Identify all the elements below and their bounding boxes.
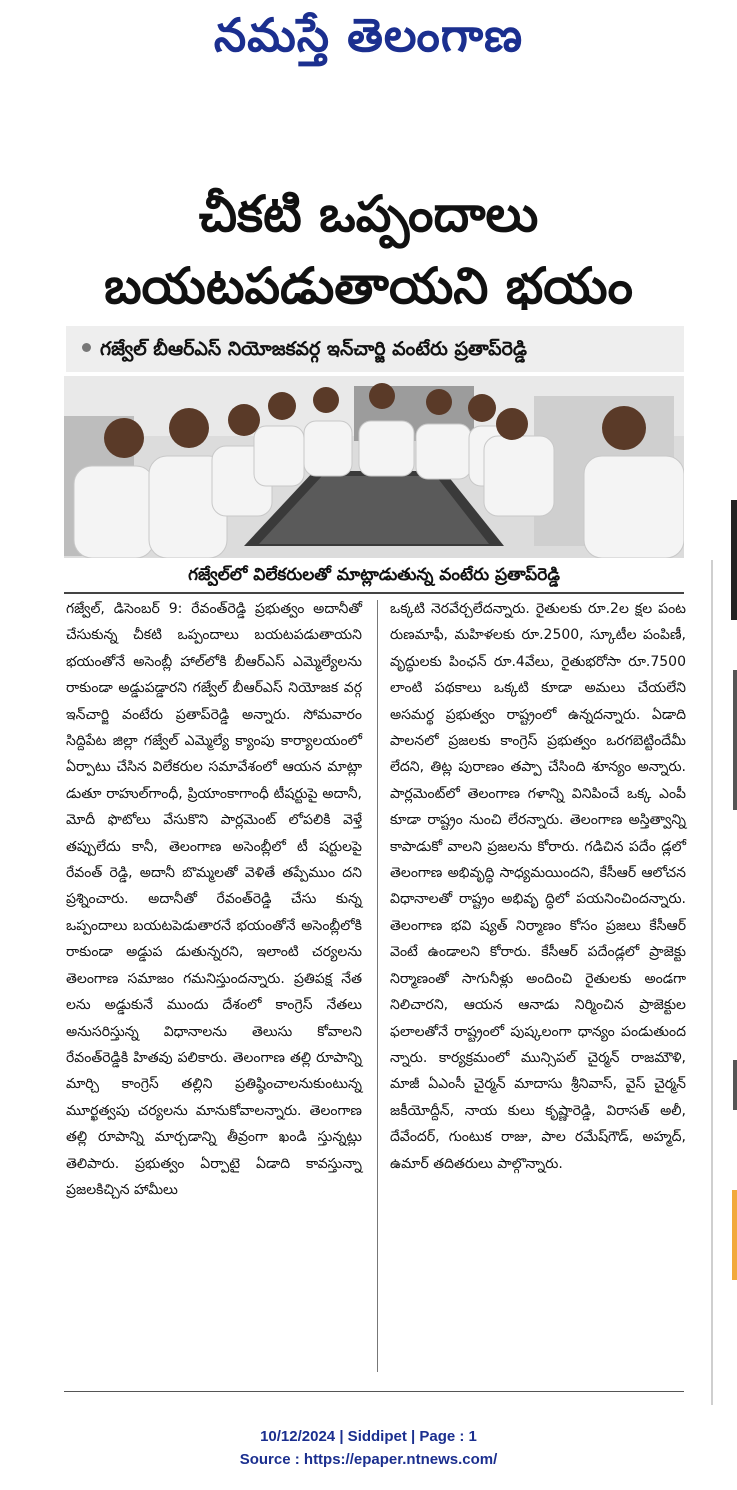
newspaper-masthead: నమస్తే తెలంగాణ	[213, 8, 524, 62]
headline-line-1: చీకటి ఒప్పందాలు	[198, 185, 539, 243]
article-column-right: ఒక్కటి నెరవేర్చలేదన్నారు. రైతులకు రూ.2ల క్షల పంట రుణమాఫీ, మహిళలకు రూ.2500, స్కూటీల పంపిణీ, వృద్ధులకు పింఛన్ రూ.4వేలు, రైతుభరోసా రూ.7500 లాంటి పథకాలు ఒక్కటి కూడా అమలు చేయలేని అసమర్థ ప్రభుత్వం రాష్ట్రంలో ఉన్నదన్నారు. ఏడాది పాలనలో ప్రజలకు కాంగ్రెస్ ప్రభుత్వం ఒరగబెట్టిందేమీ లేదని, తిట్ల పురాణం తప్పా చేసింది శూన్యం అన్నారు. పార్లమెంట్‌లో తెలంగాణ గళాన్ని వినిపించే ఒక్క ఎంపీ కూడా రాష్ట్రం నుంచి లేరన్నారు. తెలంగాణ అస్తిత్వాన్ని కాపాడుకో వాలని ప్రజలను కోరారు. గడిచిన పదేం డ్లలో తెలంగాణ అభివృద్ధి సాధ్యమయిందని, కేసీఆర్ ఆలోచన విధానాలతో రాష్ట్రం అభివృ ద్ధిలో పయనించిందన్నారు. తెలంగాణ భవి ష్యత్ నిర్మాణం కోసం ప్రజలు కేసీఆర్ వెంటే ఉండాలని కోరారు. కేసీఆర్ పదేండ్లలో ప్రాజెక్టు నిర్మాణంతో సాగునీళ్లు అందించి రైతులకు అండగా నిలిచారని, ఆయన ఆనాడు నిర్మించిన ప్రాజెక్టుల ఫలాలతోనే రాష్ట్రంలో పుష్కలంగా ధాన్యం పండుతుంద న్నారు. కార్యక్రమంలో మున్సిపల్ చైర్మన్ రాజమౌళి, మాజీ ఏఎంసీ చైర్మన్ మాదాసు శ్రీనివాస్, వైస్ చైర్మన్ జకీయోద్దీన్, నాయ కులు కృష్ణారెడ్డి, విరాసత్ అలీ, దేవేందర్, గుంటుక రాజు, పాల రమేష్‌గౌడ్, అహ్మద్, ఉమార్ తదితరులు పాల్గొన్నారు.	[390, 601, 686, 1172]
neighbor-clip-mark	[732, 1190, 737, 1280]
page-side-rule	[711, 560, 713, 1405]
article-column-left: గజ్వేల్, డిసెంబర్ 9: రేవంత్‌రెడ్డి ప్రభుత్వం అదానీతో చేసుకున్న చీకటి ఒప్పందాలు బయటపడుతాయని భయంతోనే అసెంబ్లీ హాల్‌లోకి బీఆర్ఎస్ ఎమ్మెల్యేలను రాకుండా అడ్డుపడ్డారని గజ్వేల్ బీఆర్ఎస్ నియోజక వర్గ ఇన్‌చార్జి వంటేరు ప్రతాప్‌రెడ్డి అన్నారు. సోమవారం సిద్దిపేట జిల్లా గజ్వేల్ ఎమ్మెల్యే క్యాంపు కార్యాలయంలో ఏర్పాటు చేసిన విలేకరుల సమావేశంలో ఆయన మాట్లా డుతూ రాహుల్‌గాంధీ, ప్రియాంకాగాంధీ టీషర్టుపై అదానీ, మోదీ ఫొటోలు వేసుకొని పార్లమెంట్ లోపలికి వెళ్తే తప్పులేదు కానీ, తెలంగాణ అసెంబ్లీలో టీ షర్టులపై రేవంత్ రెడ్డి, అదానీ బొమ్మలతో వెళితే తప్పేముం దని ప్రశ్నించారు. అదానీతో రేవంత్‌రెడ్డి చేసు కున్న ఒప్పందాలు బయటపెడుతారనే భయంతోనే అసెంబ్లీలోకి రాకుండా అడ్డుప డుతున్నరని, ఇలాంటి చర్యలను తెలంగాణ సమాజం గమనిస్తుందన్నారు. ప్రతిపక్ష నేత లను అడ్డుకునే ముందు దేశంలో కాంగ్రెస్ నేతలు అనుసరిస్తున్న విధానాలను తెలుసు కోవాలని రేవంత్‌రెడ్డికి హితవు పలికారు. తెలంగాణ తల్లి రూపాన్ని మార్చి కాంగ్రెస్ తల్లిని ప్రతిష్ఠించాలనుకుంటున్న మూర్ఖత్వపు చర్యలను మానుకోవాలన్నారు. తెలంగాణ తల్లి రూపాన్ని మార్చడాన్ని తీవ్రంగా ఖండి స్తున్నట్లు తెలిపారు. ప్రభుత్వం ఏర్పాటై ఏడాది కావస్తున్నా ప్రజలకిచ్చిన హామీలు	[66, 601, 362, 1198]
footer-date-edition: 10/12/2024 | Siddipet | Page : 1	[260, 1428, 477, 1445]
subheading: గజ్వేల్ బీఆర్ఎస్ నియోజకవర్గ ఇన్‌చార్జి వంటేరు ప్రతాప్‌రెడ్డి	[100, 338, 527, 360]
article-bottom-rule	[64, 1391, 684, 1392]
photo-caption: గజ్వేల్‌లో విలేకరులతో మాట్లాడుతున్న వంటేరు ప్రతాప్‌రెడ్డి	[64, 560, 684, 594]
neighbor-clip-mark	[733, 670, 737, 810]
neighbor-clip-mark	[733, 1060, 737, 1110]
press-meet-photo	[64, 376, 684, 558]
headline-line-2: బయటపడుతాయని భయం	[104, 257, 633, 315]
neighbor-clip-mark	[731, 500, 737, 620]
news-photo	[64, 376, 684, 558]
column-divider	[377, 600, 378, 1372]
bullet-icon	[82, 343, 91, 352]
footer-source: Source : https://epaper.ntnews.com/	[239, 1451, 498, 1468]
